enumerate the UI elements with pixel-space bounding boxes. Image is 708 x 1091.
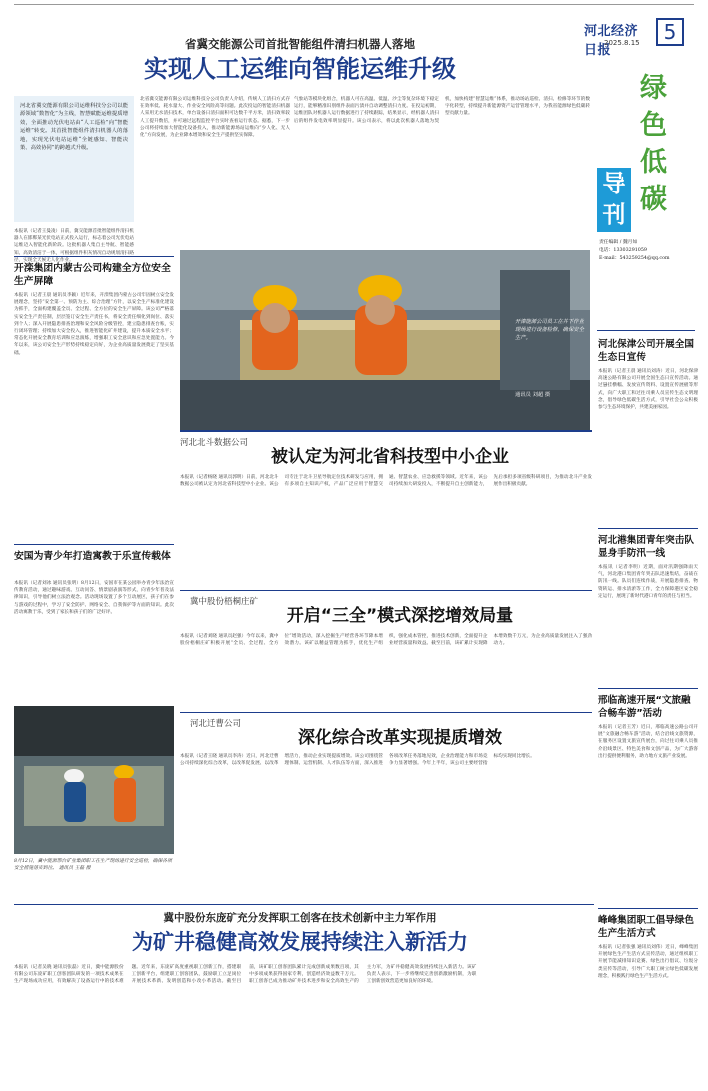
center-a1-title: 被认定为河北省科技型中小企业 [271,447,509,467]
bottom-body: 本报讯（记者吴晓 通讯员张磊）近日，冀中能源股份有限公司东庞矿职工创客团队研发的一项技术成果在生产现场成功应用，有效解决了设备运行中的技术难题。近年来，东庞矿高度重视职工创新工作，搭建职工创新平台，组建职工创客团队，鼓励职工立足岗位开展技术革新、发明创造和小改小革活动。截至目前，该矿职工创客团队累计完成创新成果数百项，其中多项成果获得国家专利，创造经济效益数千万元。职工创客已成为推动矿井技术进步和安全高效生产的主力军，为矿井稳健高效发展持续注入新活力。该矿负责人表示，下一步将继续完善创新激励机制，为职工创新创效营造更加良好的环境。 [14,965,477,985]
center-a1-body: 本报讯（记者杨晓 通讯员郭明）日前，河北北斗数据公司被认定为河北省科技型中小企业。该公司专注于北斗卫星导航定位技术研发与应用，拥有多项自主知识产权，产品广泛应用于智慧交通、智慧农业、应急救援等领域。近年来，该公司持续加大研发投入，不断提升自主创新能力，先后承担多项省级科研项目，为推动北斗产业发展作出积极贡献。 [180,475,592,488]
page-number: 5 [656,18,684,46]
center-a1-kicker: 河北北斗数据公司 [180,438,249,448]
section-label-daokan: 导刊 [597,168,631,232]
right-rule-2 [598,528,698,529]
center-a3-kicker: 河北迁曹公司 [190,719,242,729]
email-line: E-mail：543259254@qq.com [599,256,670,261]
right-article2-body: 本报讯（记者李明）近期，面对汛期强降雨天气，河北港口集团青年突击队迅速集结，奋战在防汛一线。队员们连续作战，开展隐患排查、物资转运、排水清淤等工作，全力保障港区安全稳定运行，展现了新时代港口青年的责任与担当。 [598,565,698,599]
lead-photo-credit: 通讯员 刘超 摄 [515,392,551,398]
left-photo-inspection [14,706,174,854]
left-photo-illustration [14,706,174,854]
right-col-rule [597,330,695,331]
lead-kicker: 省冀交能源公司首批智能组件清扫机器人落地 [185,37,415,51]
center-a2-body: 本报讯（记者刘晓 通讯员赵强）今年以来，冀中股份梧桐庄矿积极开展“全员、全过程、全方位”增效活动，深入挖掘生产经营各环节降本增效潜力。该矿以精益管理为抓手，优化生产组织，强化成本管控，推进技术创新，全面提升企业经营质量和效益。截至目前，该矿累计实现降本增效数千万元，为企业高质量发展注入了强劲动力。 [180,634,592,647]
right-article3-title: 邢临高速开展“文旅融合畅车游”活动 [598,695,691,719]
center-article1 [180,430,592,536]
left-article1-title: 开滦集团内蒙古公司构建全方位安全生产屏障 [14,263,171,287]
bottom-kicker: 冀中股份东庞矿充分发挥职工创客在技术创新中主力军作用 [163,912,437,924]
center-a2-title: 开启“三全”模式深挖增效局量 [286,606,514,626]
center-a3-title: 深化综合改革实现提质增效 [298,728,502,748]
right-article4-body: 本报讯（记者张强 通讯员刘伟）近日，峰峰集团开展绿色生产生活方式宣传活动，通过组织职工开展节能减排知识竞赛、绿色出行倡议、垃圾分类宣传等活动，引导广大职工树立绿色低碳发展理念，积极践行绿色生产生活方式。 [598,945,698,979]
left-article2-title: 安国为青少年打造寓教于乐宣传载体 [14,551,171,562]
lead-body-left: 本报讯（记者王曼凌）日前，冀交能源首批智能组件清扫机器人在邯郸某光伏电站正式投入运行，标志着公司光伏电站运维迈入智能化新阶段。这批机器人集自主导航、智能感知、高效清洁于一体，可根据组件积灰情况自动规划清扫路径，实现全天候无人化作业。 [14,229,134,263]
right-rule-4 [598,908,698,909]
left-photo-caption [14,858,174,896]
lead-intro: 河北省冀交能源有限公司运维科技分公司以能源领域“数智化”为主线，智慧赋能运维提质增效，全面推动光伏电站由“人工巡检”向“智能运维”转变。其首批智能组件清扫机器人的落地，实现光伏电站运维“全链感知、智能决策、高效协同”的跨越式升级。 [14,96,134,222]
lead-body-right: 气象站等模块化组合，机器人可在高温、低温、沙尘等复杂环境下稳定运行，能够精准识别组件表面污渍并自动调整清扫力度。在投运初期，运维团队对机器人运行数据进行了持续跟踪，结果显示，经机器人清扫后的组件发电效率明显提升。该公司表示，将以此次机器人落地为契机，加快构建“智慧运维”体系，推动场站巡检、清扫、检修等环节的数字化转型，持续提升新能源资产运营管理水平，为我省能源绿色低碳转型贡献力量。 [294,97,590,124]
newspaper-name: 河北经济日报 [584,24,639,58]
section-title: 绿色低碳 [640,73,667,215]
lead-photo-caption: 开滦能源公司员工在井下作业现场进行设备检修，确保安全生产。 [515,319,584,341]
lead-photo-miners [180,250,590,430]
left-article1-body: 本报讯（记者王晨 通讯员李颖）近年来，开滦集团内蒙古公司牢固树立安全发展理念，坚持“安全第一、预防为主、综合治理”方针，以安全生产标准化建设为抓手，全面构建覆盖全员、全过程、全方位的安全生产屏障。该公司严格落实安全生产责任制，层层签订安全生产责任书，将安全责任细化到岗位、落实到个人；深入开展隐患排查治理和安全风险分级管控，建立隐患排查台账，实行闭环管理；持续加大安全投入，推进智能化矿井建设，提升本质安全水平；常态化开展安全教育培训和应急演练，增强职工安全意识和应急处置能力。今年以来，该公司安全生产形势持续稳定向好，为企业高质量发展奠定了坚实基础。 [14,293,174,356]
center-a2-kicker: 冀中股份梧桐庄矿 [190,597,259,607]
right-article1-title: 河北保津公司开展全国生态日宣传 [598,339,694,363]
bottom-headline: 为矿井稳健高效发展持续注入新活力 [132,930,468,954]
bottom-rule [14,904,594,905]
lead-headline: 实现人工运维向智能运维升级 [144,55,456,83]
left-photo-credit: 通讯员 王磊 摄 [58,866,91,872]
center-article3 [180,712,592,852]
top-rule [14,4,694,5]
right-rule-3 [598,688,698,689]
right-article2-title: 河北港集团青年突击队显身手防汛一线 [598,535,694,559]
phone-line: 电话：13303291059 [599,248,647,253]
issue-date: 2025.8.15 [604,39,640,47]
left-rule-2 [14,544,174,545]
editor-line: 责任编辑 / 魏月如 [599,240,638,245]
left-rule-1 [14,256,174,257]
left-photo-caption-text: 8月12日，冀中能源邢台矿业集团职工在生产现场进行安全巡检，确保各项安全措施落实到位。 [14,859,172,872]
center-article2 [180,590,592,690]
right-article3-body: 本报讯（记者王芳）近日，邢临高速公路公司开展“文旅融合畅车游”活动，结合沿线文旅资源，在服务区设置文旅宣传展台，向过往司乘人员推介沿线景区、特色美食和文创产品，为广大游客出行提供便利服务，助力地方文旅产业发展。 [598,725,698,759]
right-article1-body: 本报讯（记者王晨 通讯员刘涛）近日，河北保津高速公路有限公司开展全国生态日宣传活动。通过悬挂横幅、发放宣传资料、设置宣传展板等形式，向广大职工和过往司乘人员宣传生态文明理念，倡导绿色低碳生活方式，引导社会公众积极参与生态环境保护，共建美丽家园。 [598,369,698,411]
left-article2-body: 本报讯（记者刘冰 通讯员张明）8月12日，安国市在某公园举办青少年法治宣传教育活动，通过趣味游戏、互动问答、情景剧表演等形式，向青少年普及法律知识，引导他们树立法治观念。活动现场设置了多个互动展区，孩子们在参与游戏的过程中，学习了安全防护、网络安全、自我保护等方面的知识。此次活动寓教于乐，受到了家长和孩子们的广泛好评。 [14,581,174,615]
right-article4-title: 峰峰集团职工倡导绿色生产生活方式 [598,915,694,939]
center-a3-body: 本报讯（记者王晓 通讯员李涛）近日，河北迁曹公司持续深化综合改革，以改革促发展、以改革增活力，推动企业实现提质增效。该公司围绕管理体制、运营机制、人才队伍等方面，深入推进各项改革任务落地见效，企业治理能力和市场竞争力显著增强。今年上半年，该公司主要经营指标均实现同比增长。 [180,754,535,767]
lead-body-mid: 北省冀交能源有限公司运维科技分公司负责人介绍，传统人工清扫方式存在效率低、耗水量大、作业安全风险高等问题。此次投运的智能清扫机器人采用无水清扫技术，单台设备日清扫面积可达数千平方米，清扫效率较人工提升数倍，并可通过远程监控平台实时查看运行状态。据悉，下一步公司将持续加大智能化设备投入，推动新能源场站运维向“少人化、无人化”方向发展，为企业降本增效和安全生产提供坚实保障。 [140,97,290,139]
